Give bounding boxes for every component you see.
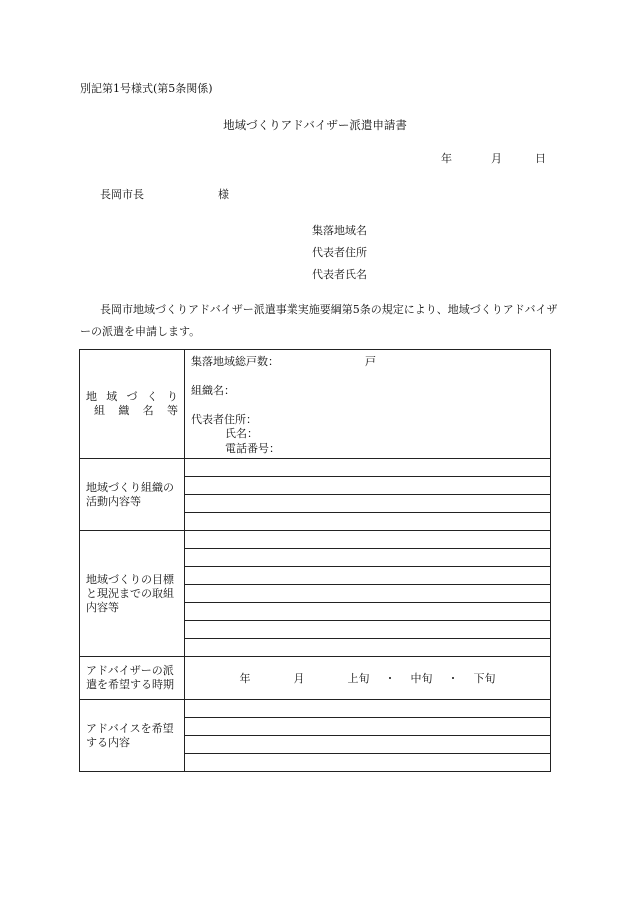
period-separator: ・ [447, 672, 459, 685]
date-month: 月 [491, 152, 502, 165]
households-label: 集落地域総戸数： [191, 355, 279, 368]
entry-line[interactable] [185, 621, 550, 639]
label-period: アドバイザーの派遣を希望する時期 [80, 657, 185, 700]
entry-line[interactable] [185, 718, 550, 736]
applicant-community-name: 集落地域名 [312, 224, 367, 237]
entry-line[interactable] [185, 549, 550, 567]
entry-line[interactable] [185, 639, 550, 656]
applicant-rep-name: 代表者氏名 [312, 268, 367, 281]
application-table [79, 349, 551, 772]
entry-line[interactable] [185, 603, 550, 621]
period-mid[interactable]: 中旬 [410, 672, 433, 685]
entry-line[interactable] [185, 459, 550, 477]
document-title: 地域づくりアドバイザー派遣申請書 [223, 118, 407, 132]
period-separator: ・ [384, 672, 396, 685]
org-rep-address-label: 代表者住所： [191, 413, 257, 426]
org-rep-name-label: 氏名： [225, 427, 258, 440]
goals-entry[interactable] [185, 531, 551, 657]
entry-line[interactable] [185, 531, 550, 549]
addressee-name: 長岡市長 [100, 188, 144, 201]
period-month: 月 [293, 672, 305, 685]
row-activities [80, 459, 551, 531]
row-period [80, 657, 551, 700]
date-year: 年 [441, 152, 452, 165]
period-late[interactable]: 下旬 [473, 672, 496, 685]
label-advice: アドバイスを希望する内容 [80, 700, 185, 772]
date-day: 日 [535, 152, 546, 165]
addressee-honorific: 様 [218, 188, 229, 201]
period-year: 年 [239, 672, 251, 685]
addressee [100, 186, 229, 202]
form-number: 別記第1号様式(第5条関係) [80, 82, 213, 95]
entry-line[interactable] [185, 477, 550, 495]
body-text: 長岡市地域づくりアドバイザー派遣事業実施要綱第5条の規定により、地域づくりアドバイザーの派遣を申請します。 [80, 303, 558, 338]
period-early[interactable]: 上旬 [347, 672, 370, 685]
label-goals: 地域づくりの目標と現況までの取組内容等 [80, 531, 185, 657]
label-organization-line2: 組 織 名 等 [94, 404, 178, 417]
date-row [441, 150, 546, 166]
row-organization [80, 350, 551, 459]
org-phone-label: 電話番号： [225, 442, 280, 455]
entry-line[interactable] [185, 700, 550, 718]
applicant-rep-address: 代表者住所 [312, 246, 367, 259]
label-organization [80, 350, 185, 459]
entry-line[interactable] [185, 513, 550, 530]
advice-entry[interactable] [185, 700, 551, 772]
entry-line[interactable] [185, 567, 550, 585]
entry-line[interactable] [185, 495, 550, 513]
org-name-label: 組織名： [191, 384, 235, 397]
households-unit: 戸 [365, 355, 376, 368]
entry-line[interactable] [185, 736, 550, 754]
entry-line[interactable] [185, 754, 550, 771]
row-advice [80, 700, 551, 772]
row-goals [80, 531, 551, 657]
entry-line[interactable] [185, 585, 550, 603]
label-organization-line1: 地 域 づ く り [86, 390, 178, 403]
activities-entry[interactable] [185, 459, 551, 531]
organization-details[interactable] [185, 350, 551, 459]
label-activities: 地域づくり組織の活動内容等 [80, 459, 185, 531]
period-entry[interactable] [185, 657, 551, 700]
